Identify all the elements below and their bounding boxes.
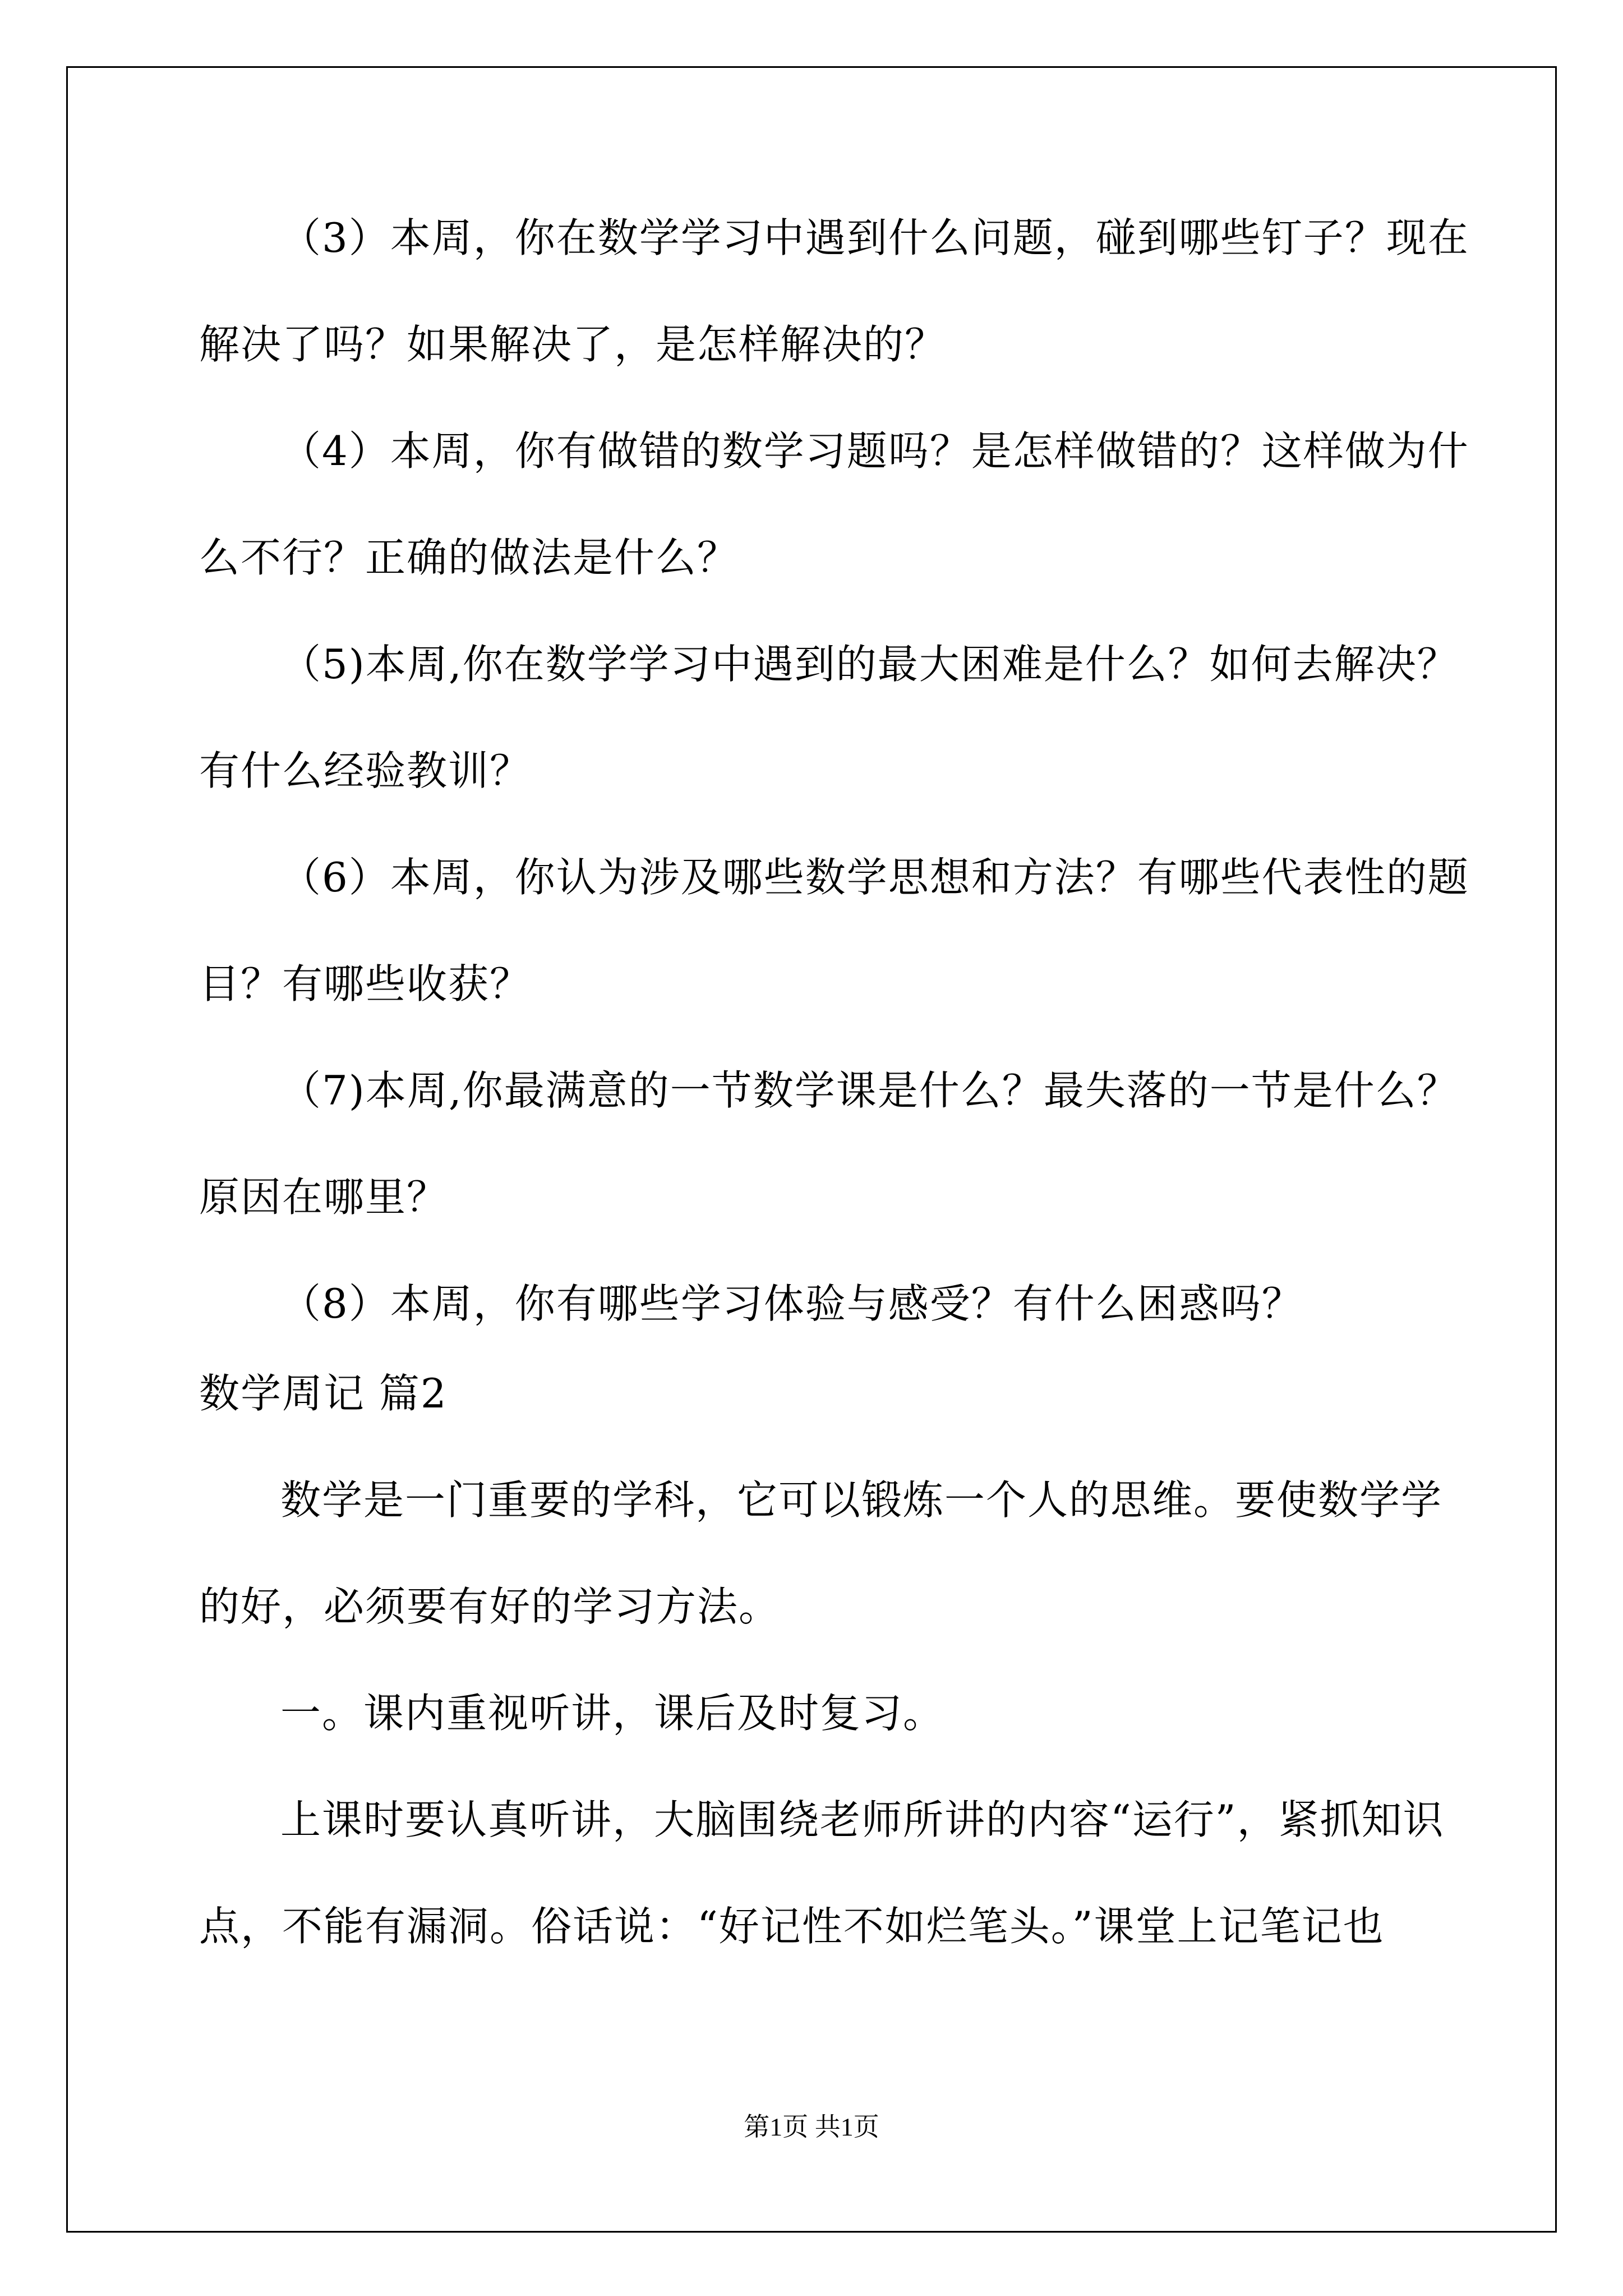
paragraph-line: （3）本周，你在数学学习中遇到什么问题，碰到哪些钉子？现在: [280, 214, 1469, 261]
paragraph-line: 么不行？正确的做法是什么？: [199, 534, 739, 581]
paragraph-line: 目？有哪些收获？: [199, 960, 532, 1007]
paragraph-line: 点，不能有漏洞。俗话说：“好记性不如烂笔头。”课堂上记笔记也: [199, 1903, 1385, 1950]
paragraph-line: 的好，必须要有好的学习方法。: [199, 1583, 781, 1630]
paragraph-line: （6）本周，你认为涉及哪些数学思想和方法？有哪些代表性的题: [280, 854, 1469, 901]
paragraph-line: 数学是一门重要的学科，它可以锻炼一个人的思维。要使数学学: [280, 1476, 1443, 1524]
paragraph-line: 一。课内重视听讲，课后及时复习。: [280, 1690, 945, 1737]
section-heading: 数学周记 篇2: [199, 1370, 448, 1417]
paragraph-line: （8）本周，你有哪些学习体验与感受？有什么困惑吗？: [280, 1280, 1303, 1327]
paragraph-line: （7)本周,你最满意的一节数学课是什么？最失落的一节是什么？: [280, 1067, 1459, 1114]
paragraph-line: 有什么经验教训？: [199, 747, 532, 794]
paragraph-line: 上课时要认真听讲，大脑围绕老师所讲的内容“运行”，紧抓知识: [280, 1796, 1445, 1843]
paragraph-line: 原因在哪里？: [199, 1174, 449, 1221]
paragraph-line: （4）本周，你有做错的数学习题吗？是怎样做错的？这样做为什: [280, 427, 1469, 475]
paragraph-line: （5)本周,你在数学学习中遇到的最大困难是什么？如何去解决？: [280, 641, 1459, 688]
page-footer: 第1页 共1页: [744, 2113, 879, 2141]
paragraph-line: 解决了吗？如果解决了，是怎样解决的？: [199, 321, 947, 368]
